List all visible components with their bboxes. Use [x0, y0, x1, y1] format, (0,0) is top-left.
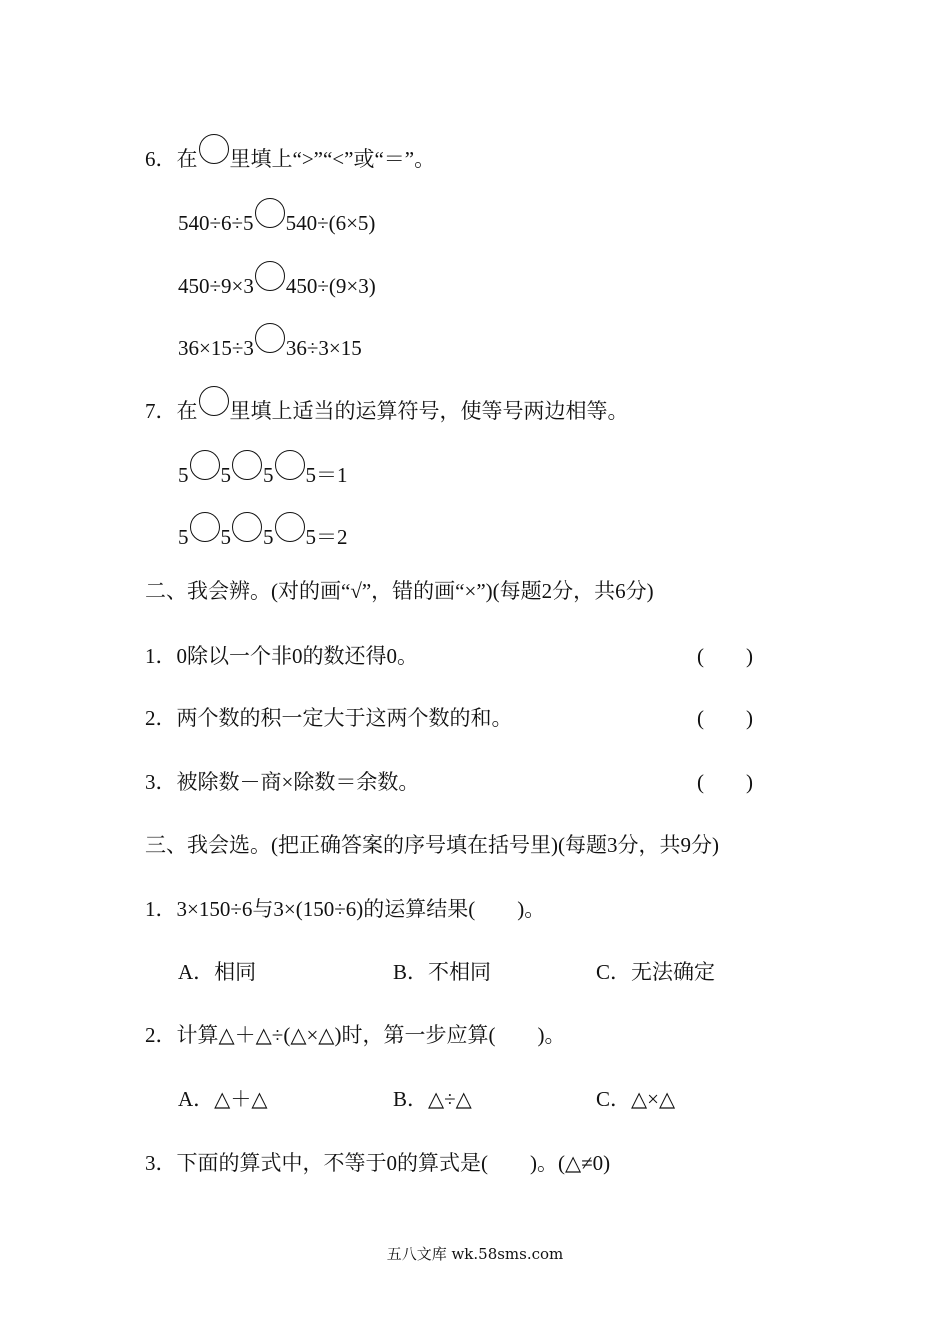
option-a[interactable]: A．△＋△: [178, 1087, 268, 1111]
operator-circle[interactable]: [232, 512, 262, 542]
operator-circle[interactable]: [275, 512, 305, 542]
judge-item-1: [145, 642, 418, 670]
q7-post: 里填上适当的运算符号，使等号两边相等。: [229, 399, 629, 423]
operand: 5: [178, 463, 189, 487]
q6-row-2: [178, 261, 376, 298]
q7-pre: 在: [176, 399, 198, 423]
option-c[interactable]: C．△×△: [596, 1087, 676, 1111]
q6-row-1: [178, 198, 376, 235]
q6-heading: [145, 134, 436, 171]
result: ＝2: [316, 525, 348, 549]
section2-heading: 二、我会辨。(对的画“√”，错的画“×”)(每题2分，共6分): [145, 579, 654, 603]
blank-circle-icon: [199, 386, 229, 416]
expr-right: 540÷(6×5): [285, 211, 376, 235]
operand: 5: [263, 463, 274, 487]
q7-number: 7．: [145, 399, 177, 423]
blank-circle-icon: [199, 134, 229, 164]
item-number: 1．: [145, 644, 177, 668]
operand: 5: [220, 463, 231, 487]
result: ＝1: [316, 463, 348, 487]
q7-heading: [145, 386, 629, 423]
operand: 5: [305, 463, 316, 487]
choice-question-1: 1．3×150÷6与3×(150÷6)的运算结果( )。: [145, 897, 546, 921]
expr-right: 36÷3×15: [285, 336, 362, 360]
choice-question-2: 2．计算△＋△÷(△×△)时，第一步应算( )。: [145, 1023, 566, 1047]
section3-heading: 三、我会选。(把正确答案的序号填在括号里)(每题3分，共9分): [145, 833, 719, 857]
compare-circle-2[interactable]: [255, 261, 285, 291]
judge-item-2: [145, 704, 513, 732]
operand: 5: [305, 525, 316, 549]
q7-row-1: [178, 450, 348, 487]
option-b[interactable]: B．△÷△: [393, 1087, 472, 1111]
expr-left: 450÷9×3: [178, 274, 254, 298]
operand: 5: [178, 525, 189, 549]
item-number: 3．: [145, 770, 177, 794]
operator-circle[interactable]: [190, 450, 220, 480]
expr-left: 540÷6÷5: [178, 211, 254, 235]
option-c[interactable]: C．无法确定: [596, 960, 716, 984]
q6-number: 6．: [145, 147, 177, 171]
expr-left: 36×15÷3: [178, 336, 254, 360]
q6-post: 里填上“>”“<”或“＝”。: [229, 147, 436, 171]
item-number: 2．: [145, 706, 177, 730]
operator-circle[interactable]: [190, 512, 220, 542]
option-b[interactable]: B．不相同: [393, 960, 492, 984]
answer-parens-2[interactable]: ( ): [697, 706, 753, 730]
item-text: 0除以一个非0的数还得0。: [176, 644, 418, 668]
operand: 5: [263, 525, 274, 549]
q6-row-3: [178, 323, 362, 360]
footer-watermark: 五八文库 wk.58sms.com: [386, 1245, 564, 1263]
answer-parens-3[interactable]: ( ): [697, 770, 753, 794]
q6-pre: 在: [176, 147, 198, 171]
answer-parens-1[interactable]: ( ): [697, 644, 753, 668]
item-text: 两个数的积一定大于这两个数的和。: [176, 706, 513, 730]
compare-circle-1[interactable]: [255, 198, 285, 228]
option-a[interactable]: A．相同: [178, 960, 257, 984]
choice-question-3: 3．下面的算式中，不等于0的算式是( )。(△≠0): [145, 1151, 611, 1175]
expr-right: 450÷(9×3): [285, 274, 376, 298]
operand: 5: [220, 525, 231, 549]
compare-circle-3[interactable]: [255, 323, 285, 353]
q7-row-2: [178, 512, 348, 549]
operator-circle[interactable]: [232, 450, 262, 480]
operator-circle[interactable]: [275, 450, 305, 480]
judge-item-3: [145, 768, 419, 796]
item-text: 被除数－商×除数＝余数。: [176, 770, 420, 794]
